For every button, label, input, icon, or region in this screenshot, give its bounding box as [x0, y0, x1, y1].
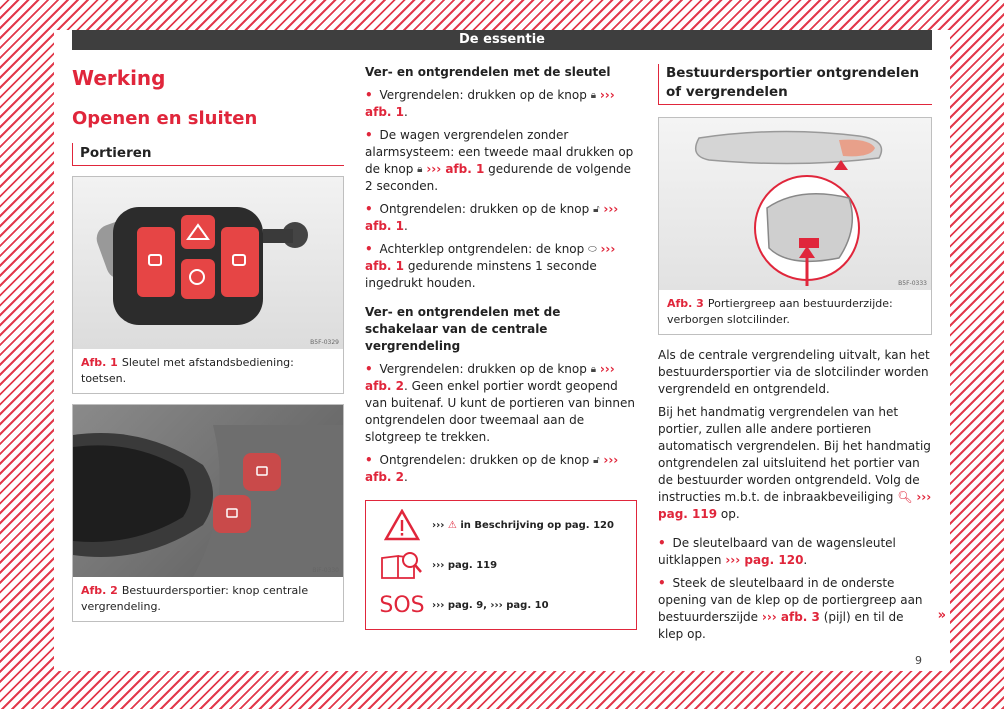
book-search-icon [372, 550, 432, 580]
column-3 [658, 64, 932, 643]
bullet-text: Vergrendelen: drukken op de knop [379, 362, 587, 376]
bullet-tail: (pijl) en til de klep op. [658, 610, 904, 641]
bullet-text: Steek de sleutelbaard in de onderste opening van de klep op de portiergreep aan bestuurderszijde [658, 576, 923, 624]
next-page-arrow[interactable]: » [937, 608, 946, 623]
figure-3 [658, 117, 932, 335]
figure-label: Afb. 3 [667, 297, 704, 310]
paragraph-text: Bij het handmatig vergrendelen van het portier, zullen alle andere portieren automatisch vergrendelen. Bij het handmatig ontgrendelen zal uitsluitend het portier van de bestuurder worden ontgrendeld. Volg de instructies m.b.t. de inbraakbeveiliging [658, 405, 931, 504]
lock-closed-icon: 🔒︎ [590, 364, 597, 375]
notice-row-sos [372, 585, 630, 625]
section-title: Openen en sluiten [72, 108, 258, 129]
figure-1-caption [73, 349, 343, 393]
subsection-title: Portieren [72, 143, 344, 166]
figure-code: BiF-0330 [312, 567, 339, 574]
heading-central-locking: Ver- en ontgrendelen met de schakelaar van de centrale vergrendeling [365, 305, 561, 353]
bullet-tail: . [404, 219, 408, 233]
notice-row-info [372, 545, 630, 585]
caption-text: Sleutel met afstandsbediening: toetsen. [81, 356, 294, 385]
warning-icon [372, 509, 432, 541]
paragraph-2 [658, 404, 932, 523]
figure-code: B5F-0333 [898, 280, 927, 287]
heading-key-locking: Ver- en ontgrendelen met de sleutel [365, 65, 611, 79]
bullet-text: Achterklep ontgrendelen: de knop [379, 242, 585, 256]
figure-3-caption [659, 290, 931, 334]
caption-text: Portiergreep aan bestuurderzijde: verborgen slotcilinder. [667, 297, 893, 326]
bullet-text: Ontgrendelen: drukken op de knop [379, 453, 590, 467]
bullet-insert-key [658, 575, 932, 643]
figure-link[interactable]: ››› afb. 2 [365, 453, 619, 484]
figure-link[interactable]: ››› afb. 1 [426, 162, 485, 176]
column-1 [72, 64, 344, 622]
figure-2 [72, 404, 344, 622]
chapter-title: Werking [72, 66, 166, 90]
figure-link[interactable]: ››› afb. 1 [365, 202, 619, 233]
notice-link-warning[interactable] [432, 520, 614, 531]
small-warning-icon: ⚠︎ [447, 519, 457, 531]
lock-closed-icon: 🔒︎ [590, 90, 597, 101]
bullet-lock-no-alarm [365, 127, 637, 195]
lock-open-icon: 🔓︎ [593, 455, 600, 466]
sos-icon: SOS [379, 592, 425, 618]
paragraph-1: Als de centrale vergrendeling uitvalt, kan het bestuurdersportier via de slotcilinder worden vergrendeld en ontgrendeld. [658, 348, 930, 396]
lock-closed-icon: 🔒︎ [417, 164, 423, 175]
caption-text: Bestuurdersportier: knop centrale vergrendeling. [81, 584, 309, 613]
lock-open-icon: 🔓︎ [593, 204, 600, 215]
link-text: in Beschrijving op pag. 120 [460, 519, 614, 531]
notice-link-sos[interactable]: ››› pag. 9, ››› pag. 10 [432, 599, 549, 611]
bullet-text: Ontgrendelen: drukken op de knop [379, 202, 590, 216]
door-handle-image [659, 118, 931, 290]
figure-label: Afb. 1 [81, 356, 118, 369]
bullet-lock [365, 87, 637, 121]
bullet-text: Vergrendelen: drukken op de knop [379, 88, 587, 102]
bullet-tail: . [803, 553, 808, 567]
door-switch-image [73, 405, 343, 577]
page-number: 9 [915, 654, 922, 667]
column-2 [365, 64, 637, 630]
bullet-tail: gedurende minstens 1 seconde ingedrukt houden. [365, 259, 597, 290]
heading-driver-door: Bestuurdersportier ontgrendelen of vergrendelen [658, 64, 932, 105]
notice-row-warning [372, 505, 630, 545]
bullet-unlock [365, 201, 637, 235]
figure-link[interactable]: ››› afb. 1 [365, 88, 615, 119]
trunk-icon: ⬭ [588, 244, 597, 255]
page [54, 30, 950, 671]
bullet-trunk [365, 241, 637, 292]
bullet-tail: . [404, 105, 408, 119]
figure-link[interactable]: ››› afb. 1 [365, 242, 616, 273]
link-prefix: ››› [432, 519, 445, 531]
bullet-central-unlock [365, 452, 637, 486]
figure-link[interactable]: ››› afb. 3 [761, 610, 820, 624]
page-link[interactable]: ››› pag. 120 [725, 553, 804, 567]
figure-link[interactable]: ››› afb. 2 [365, 362, 615, 393]
figure-label: Afb. 2 [81, 584, 118, 597]
bullet-text: De wagen vergrendelen zonder alarmsysteem: een tweede maal drukken op de knop [365, 128, 634, 176]
page-link[interactable]: ››› pag. 119 [658, 490, 932, 521]
notice-box [365, 500, 637, 630]
figure-code: B5F-0329 [310, 339, 339, 346]
bullet-tail: gedurende de volgende 2 seconden. [365, 162, 632, 193]
key-fob-image [73, 177, 343, 349]
paragraph-tail: op. [720, 507, 740, 521]
book-search-icon: 🔍︎ [897, 490, 913, 504]
page-header: De essentie [72, 30, 932, 50]
figure-1 [72, 176, 344, 394]
bullet-tail: . [404, 470, 408, 484]
bullet-central-lock [365, 361, 637, 446]
notice-link-info[interactable]: ››› pag. 119 [432, 559, 498, 571]
figure-2-caption [73, 577, 343, 621]
bullet-unfold-key [658, 535, 932, 569]
bullet-tail: . Geen enkel portier wordt geopend van buitenaf. U kunt de portieren van binnen ontgrendelen door tweemaal aan de slotgreep te trekken. [365, 379, 635, 444]
bullet-text: De sleutelbaard van de wagensleutel uitklappen [658, 536, 896, 567]
